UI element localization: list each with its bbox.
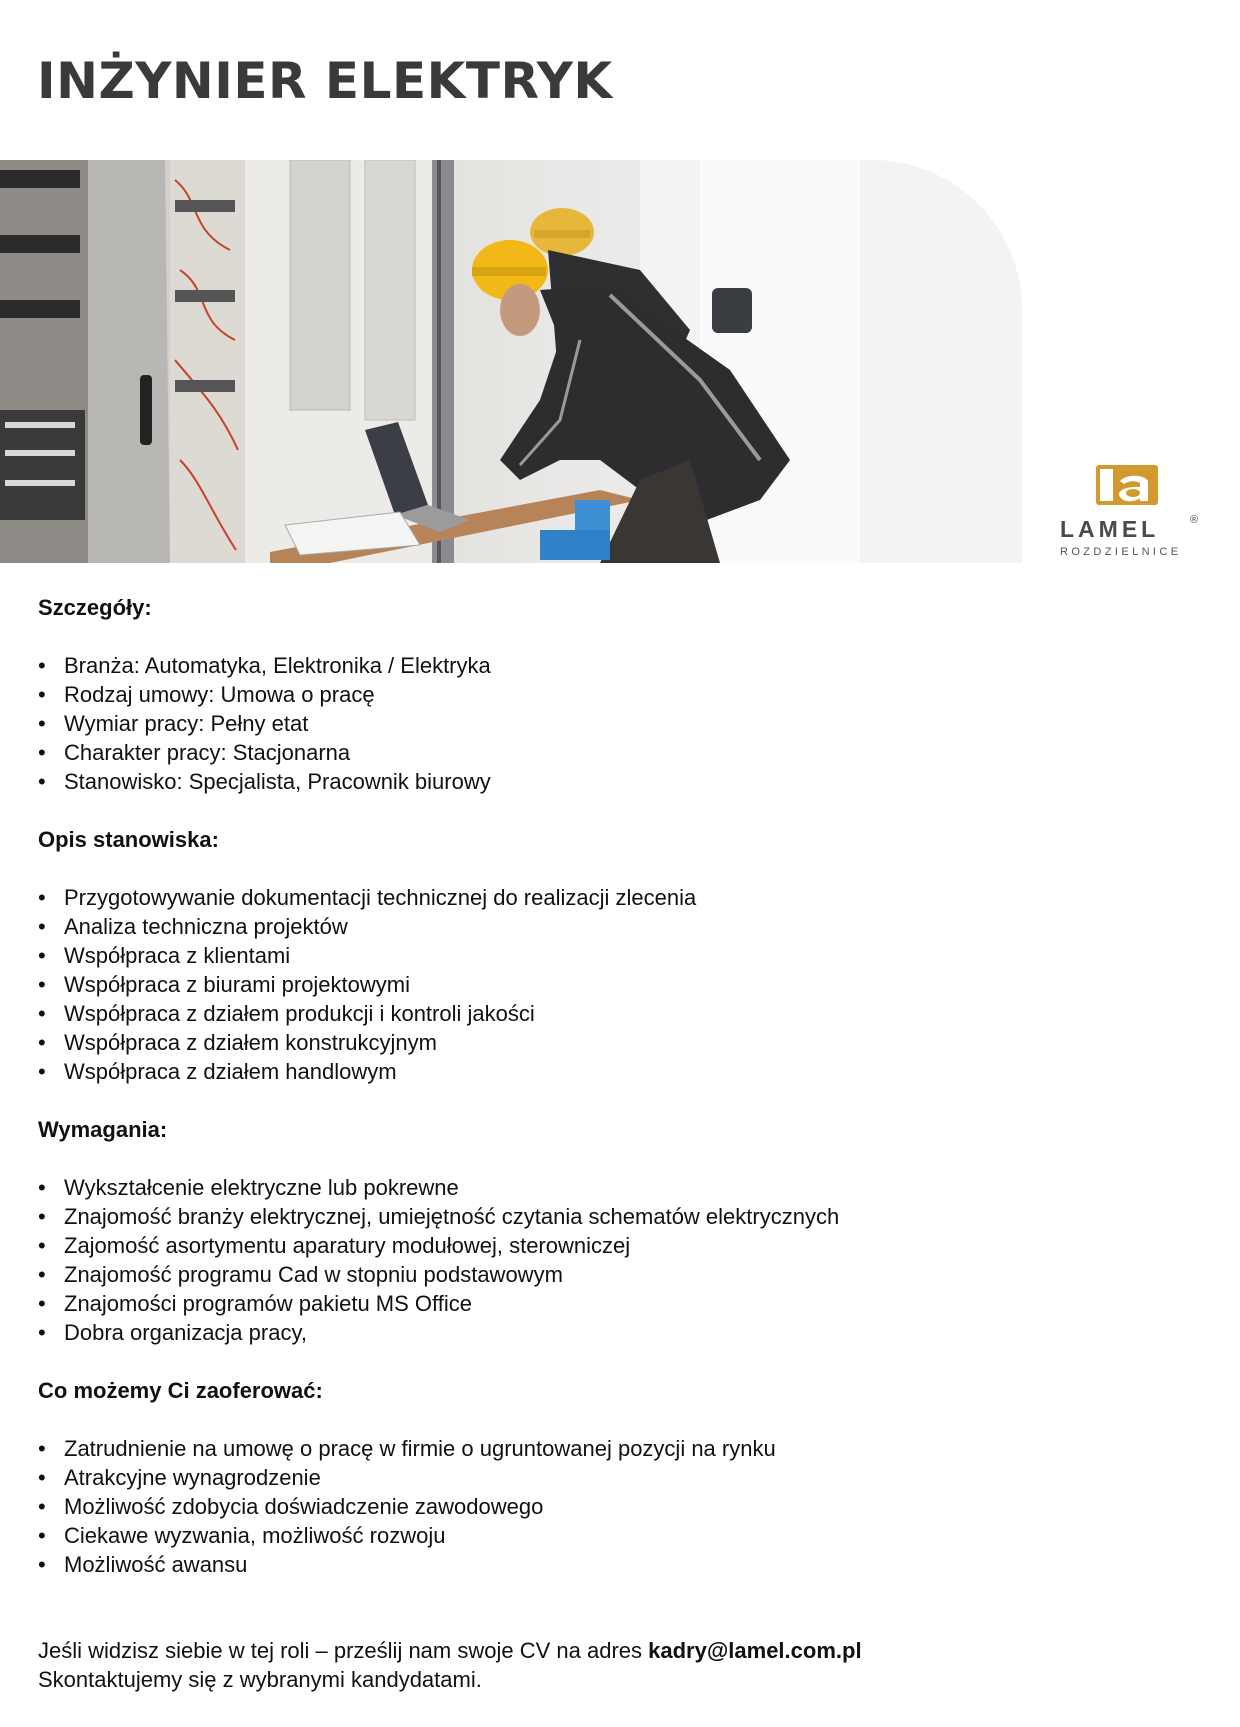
list-item: • Przygotowywanie dokumentacji technicznej do realizacji zlecenia xyxy=(38,883,1198,912)
job-details xyxy=(38,593,1198,1608)
list-item: • Atrakcyjne wynagrodzenie xyxy=(38,1463,1198,1492)
contact-footer xyxy=(38,1636,862,1694)
list-item: • Znajomość branży elektrycznej, umiejętność czytania schematów elektrycznych xyxy=(38,1202,1198,1231)
section-heading: Opis stanowiska: xyxy=(38,827,219,852)
requirements-list xyxy=(38,1173,1198,1347)
list-item: • Rodzaj umowy: Umowa o pracę xyxy=(38,680,1198,709)
company-logo xyxy=(1055,460,1205,560)
section-heading: Wymagania: xyxy=(38,1117,168,1142)
contact-line xyxy=(38,1636,862,1665)
list-item: • Wymiar pracy: Pełny etat xyxy=(38,709,1198,738)
section-requirements xyxy=(38,1115,1198,1347)
list-item: • Współpraca z działem konstrukcyjnym xyxy=(38,1028,1198,1057)
list-item: • Charakter pracy: Stacjonarna xyxy=(38,738,1198,767)
list-item: • Współpraca z klientami xyxy=(38,941,1198,970)
list-item: • Dobra organizacja pracy, xyxy=(38,1318,1198,1347)
section-heading: Szczegóły: xyxy=(38,595,152,620)
list-item: • Współpraca z biurami projektowymi xyxy=(38,970,1198,999)
details-list xyxy=(38,651,1198,796)
logo-name: LAMEL xyxy=(1060,516,1160,542)
contact-email[interactable]: kadry@lamel.com.pl xyxy=(648,1638,862,1663)
list-item: • Zatrudnienie na umowę o pracę w firmie o ugruntowanej pozycji na rynku xyxy=(38,1434,1198,1463)
list-item: • Ciekawe wyzwania, możliwość rozwoju xyxy=(38,1521,1198,1550)
lamel-logo-icon xyxy=(1096,465,1158,505)
section-job-description xyxy=(38,825,1198,1086)
section-offer xyxy=(38,1376,1198,1579)
hero-photo xyxy=(0,160,1022,563)
page-title: INŻYNIER ELEKTRYK xyxy=(37,52,613,110)
list-item: • Współpraca z działem handlowym xyxy=(38,1057,1198,1086)
section-details xyxy=(38,593,1198,796)
list-item: • Branża: Automatyka, Elektronika / Elektryka xyxy=(38,651,1198,680)
list-item: • Zajomość asortymentu aparatury modułowej, sterowniczej xyxy=(38,1231,1198,1260)
offer-list xyxy=(38,1434,1198,1579)
closing-line: Skontaktujemy się z wybranymi kandydatami. xyxy=(38,1667,482,1692)
list-item: • Możliwość awansu xyxy=(38,1550,1198,1579)
list-item: • Znajomości programów pakietu MS Office xyxy=(38,1289,1198,1318)
contact-text: Jeśli widzisz siebie w tej roli – prześlij nam swoje CV na adres xyxy=(38,1638,649,1663)
list-item: • Znajomość programu Cad w stopniu podstawowym xyxy=(38,1260,1198,1289)
list-item: • Współpraca z działem produkcji i kontroli jakości xyxy=(38,999,1198,1028)
list-item: • Stanowisko: Specjalista, Pracownik biurowy xyxy=(38,767,1198,796)
registered-mark: ® xyxy=(1190,514,1199,526)
description-list xyxy=(38,883,1198,1086)
section-heading: Co możemy Ci zaoferować: xyxy=(38,1378,323,1403)
list-item: • Analiza techniczna projektów xyxy=(38,912,1198,941)
list-item: • Możliwość zdobycia doświadczenie zawodowego xyxy=(38,1492,1198,1521)
logo-subtitle: ROZDZIELNICE xyxy=(1060,546,1182,558)
list-item: • Wykształcenie elektryczne lub pokrewne xyxy=(38,1173,1198,1202)
